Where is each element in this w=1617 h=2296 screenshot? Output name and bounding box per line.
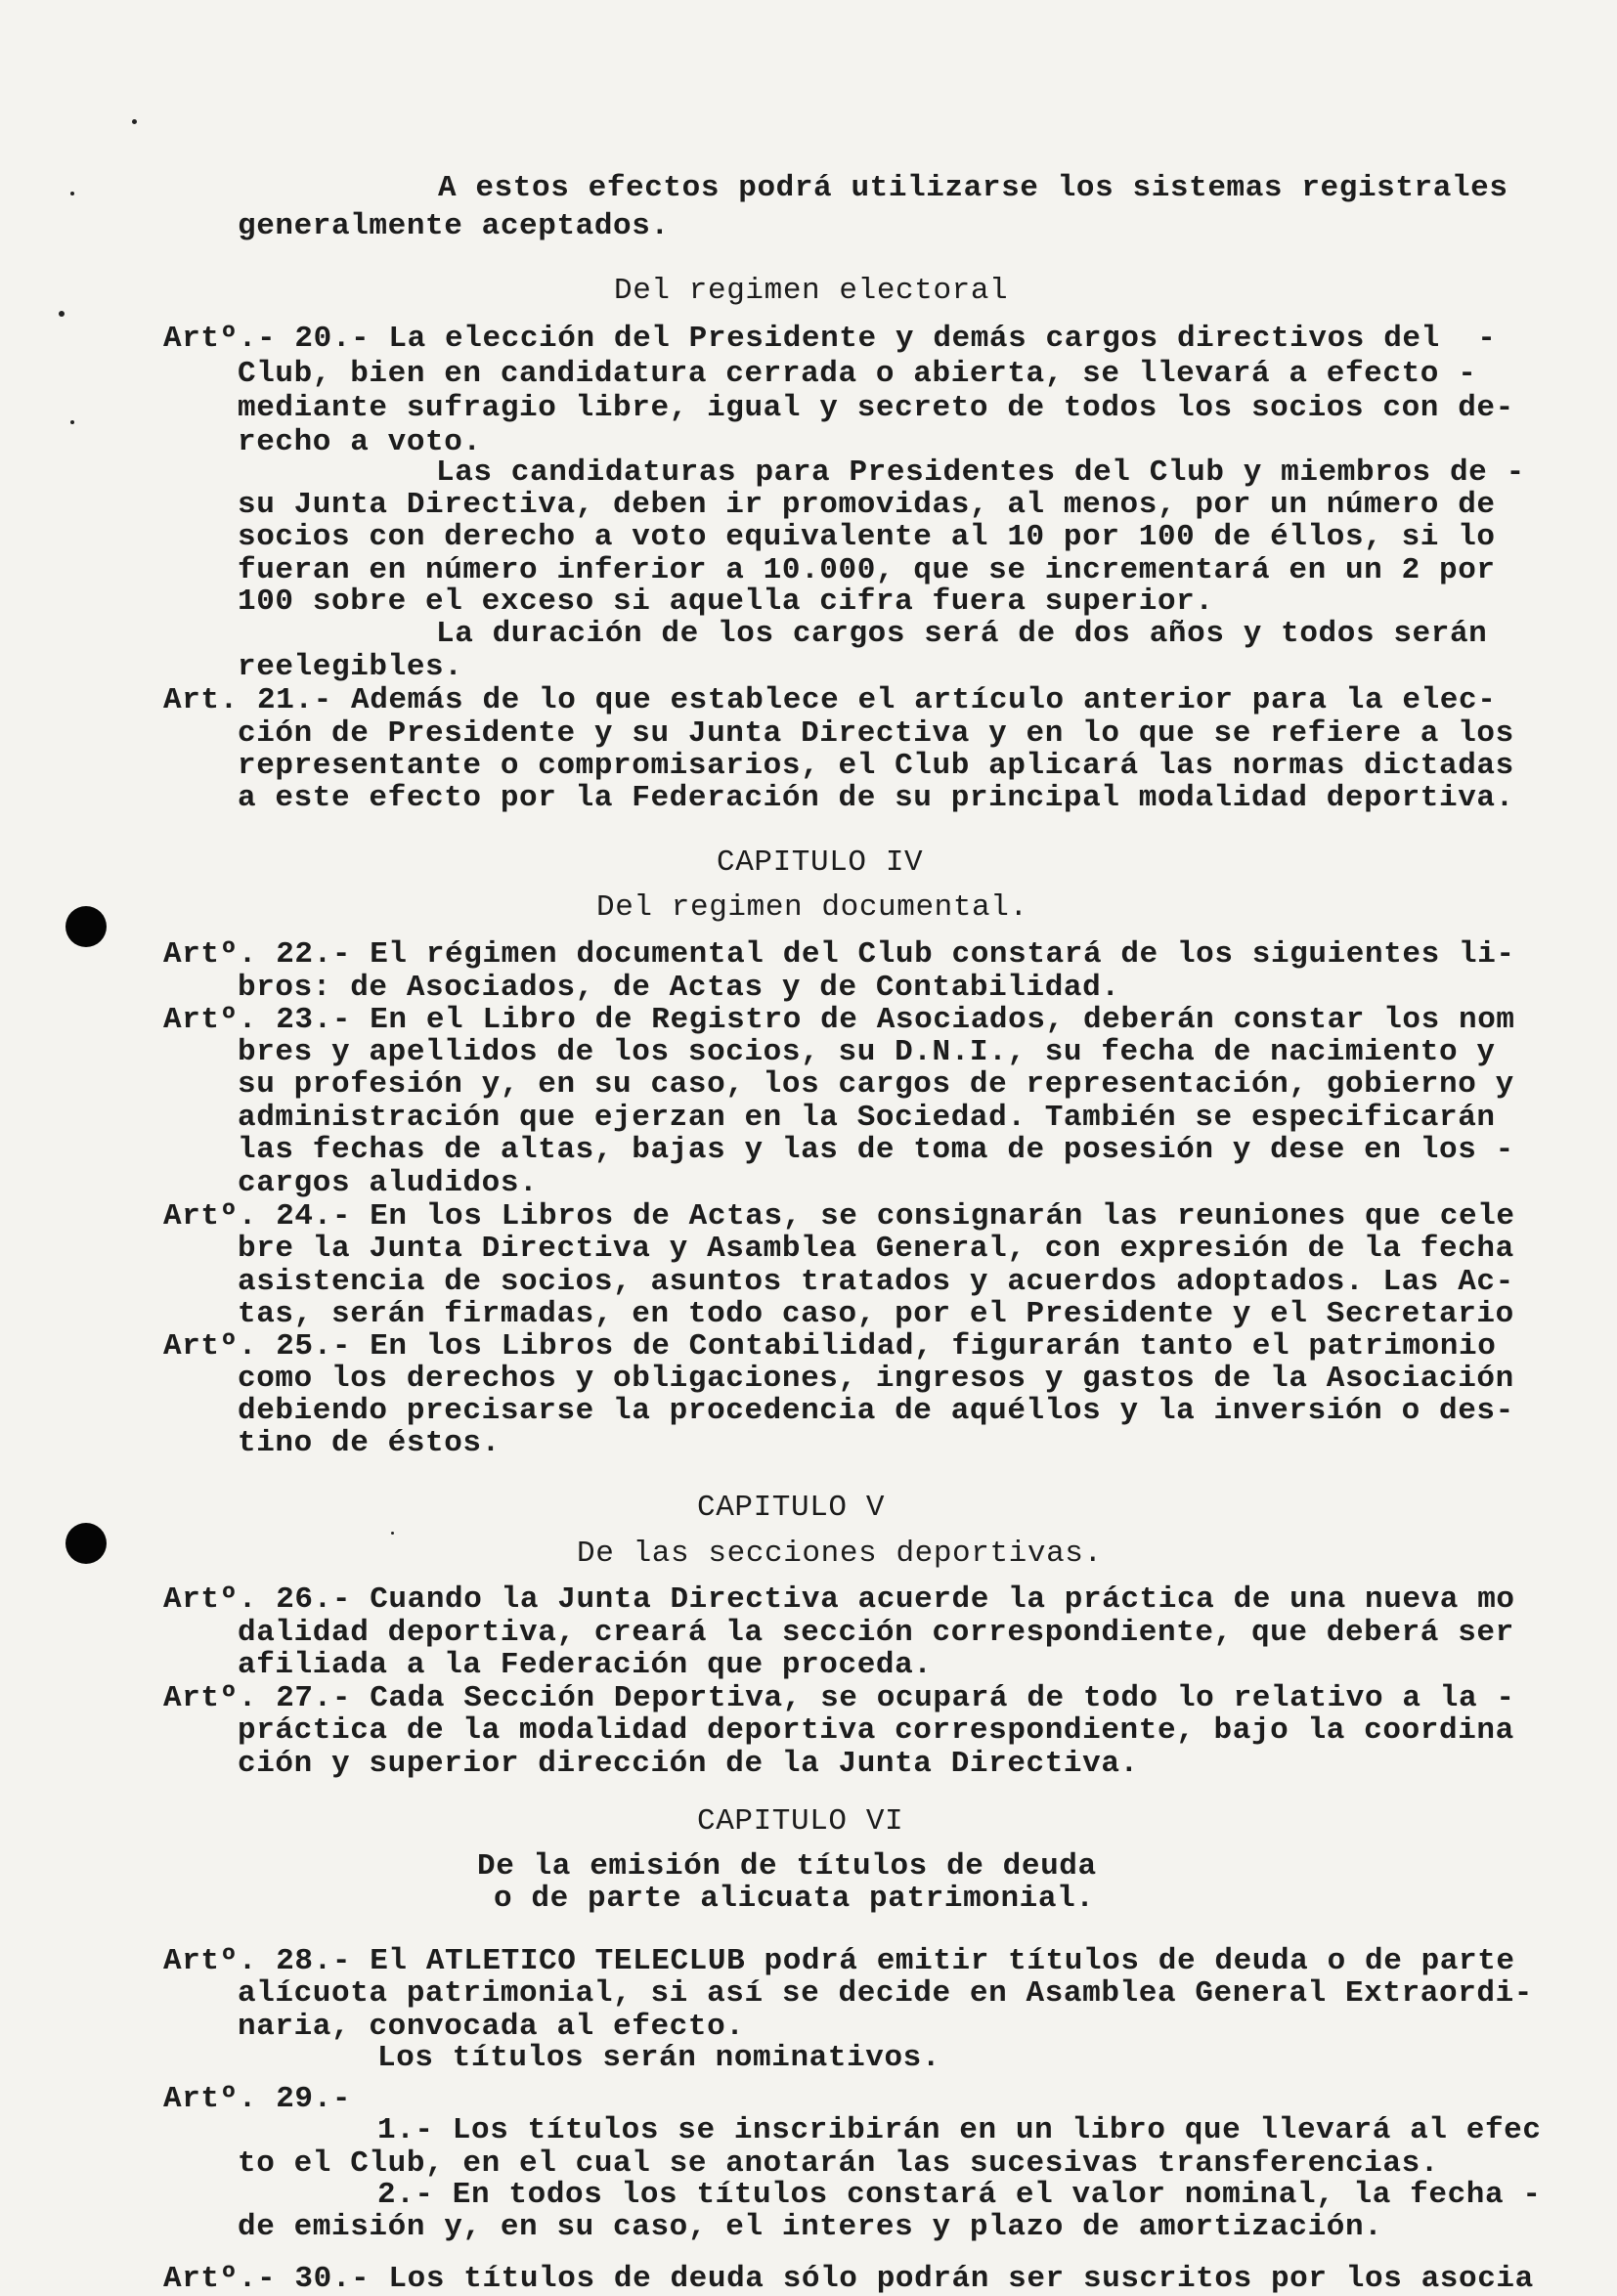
art25-line: debiendo precisarse la procedencia de aquéllos y la inversión o des-	[238, 1394, 1514, 1428]
art26-line: afiliada a la Federación que proceda.	[238, 1648, 933, 1682]
art29-line: to el Club, en el cual se anotarán las sucesivas transferencias.	[238, 2146, 1439, 2181]
cap4-line: CAPITULO IV	[717, 845, 924, 880]
intro-line: A estos efectos podrá utilizarse los sistemas registrales	[438, 171, 1508, 205]
art23-line: cargos aludidos.	[238, 1166, 539, 1200]
ink-speck	[59, 311, 65, 317]
art21-line: Art. 21.- Además de lo que establece el artículo anterior para la elec-	[163, 683, 1497, 717]
art21-line: a este efecto por la Federación de su principal modalidad deportiva.	[238, 781, 1514, 815]
art28-line: Los títulos serán nominativos.	[377, 2041, 941, 2075]
ink-speck	[70, 420, 74, 424]
art29-line: Artº. 29.-	[163, 2082, 352, 2116]
art23-line: bres y apellidos de los socios, su D.N.I., su fecha de nacimiento y	[238, 1035, 1496, 1069]
art27-line: ción y superior dirección de la Junta Directiva.	[238, 1747, 1139, 1781]
art30-line: Artº.- 30.- Los títulos de deuda sólo podrán ser suscritos por los asocia	[163, 2262, 1534, 2296]
punch-hole-icon	[66, 906, 107, 947]
art23-line: administración que ejerzan en la Sociedad. También se especificarán	[238, 1101, 1496, 1135]
art20-line: Las candidaturas para Presidentes del Club y miembros de -	[436, 455, 1525, 490]
art22-line: bros: de Asociados, de Actas y de Contabilidad.	[238, 971, 1120, 1005]
art20-line: reelegibles.	[238, 650, 463, 684]
ink-speck	[391, 1532, 394, 1535]
art29-line: 2.- En todos los títulos constará el valor nominal, la fecha -	[377, 2178, 1542, 2212]
art24-line: asistencia de socios, asuntos tratados y acuerdos adoptados. Las Ac-	[238, 1265, 1514, 1299]
art24-line: bre la Junta Directiva y Asamblea General, con expresión de la fecha	[238, 1232, 1514, 1266]
art21-line: ción de Presidente y su Junta Directiva y en lo que se refiere a los	[238, 716, 1514, 751]
heading-emision-line: o de parte alicuata patrimonial.	[494, 1882, 1095, 1916]
heading-documental-line: Del regimen documental.	[596, 890, 1028, 925]
punch-hole-icon	[66, 1523, 107, 1564]
art25-line: tino de éstos.	[238, 1426, 501, 1460]
heading-emision-line: De la emisión de títulos de deuda	[477, 1849, 1097, 1884]
art25-line: Artº. 25.- En los Libros de Contabilidad, figurarán tanto el patrimonio	[163, 1329, 1497, 1364]
art20-line: mediante sufragio libre, igual y secreto de todos los socios con de-	[238, 391, 1514, 425]
art22-line: Artº. 22.- El régimen documental del Club constará de los siguientes li-	[163, 937, 1515, 972]
art23-line: Artº. 23.- En el Libro de Registro de Asociados, deberán constar los nom	[163, 1003, 1515, 1037]
ink-speck	[132, 119, 137, 124]
intro-line: generalmente aceptados.	[238, 209, 670, 243]
heading-secciones-line: De las secciones deportivas.	[577, 1537, 1103, 1571]
art27-line: Artº. 27.- Cada Sección Deportiva, se ocupará de todo lo relativo a la -	[163, 1681, 1515, 1715]
art21-line: representante o compromisarios, el Club aplicará las normas dictadas	[238, 749, 1514, 783]
art25-line: como los derechos y obligaciones, ingresos y gastos de la Asociación	[238, 1362, 1514, 1396]
art29-line: de emisión y, en su caso, el interes y plazo de amortización.	[238, 2210, 1383, 2244]
heading-electoral-line: Del regimen electoral	[614, 274, 1009, 308]
art20-line: socios con derecho a voto equivalente al 10 por 100 de éllos, si lo	[238, 520, 1496, 554]
art28-line: naria, convocada al efecto.	[238, 2010, 745, 2044]
art28-line: alícuota patrimonial, si así se decide en Asamblea General Extraordi-	[238, 1976, 1534, 2011]
ink-speck	[70, 192, 74, 195]
art20-line: Artº.- 20.- La elección del Presidente y demás cargos directivos del -	[163, 322, 1497, 356]
art23-line: su profesión y, en su caso, los cargos de representación, gobierno y	[238, 1067, 1514, 1102]
art28-line: Artº. 28.- El ATLETICO TELECLUB podrá emitir títulos de deuda o de parte	[163, 1944, 1515, 1978]
art26-line: Artº. 26.- Cuando la Junta Directiva acuerde la práctica de una nueva mo	[163, 1582, 1515, 1617]
art20-line: fueran en número inferior a 10.000, que se incrementará en un 2 por	[238, 553, 1496, 587]
art20-line: Club, bien en candidatura cerrada o abierta, se llevará a efecto -	[238, 357, 1477, 391]
art27-line: práctica de la modalidad deportiva correspondiente, bajo la coordina	[238, 1713, 1514, 1748]
art29-line: 1.- Los títulos se inscribirán en un libro que llevará al efec	[377, 2113, 1542, 2147]
cap6-line: CAPITULO VI	[697, 1804, 904, 1839]
art20-line: 100 sobre el exceso si aquella cifra fuera superior.	[238, 585, 1214, 619]
art20-line: su Junta Directiva, deben ir promovidas, al menos, por un número de	[238, 488, 1496, 522]
art26-line: dalidad deportiva, creará la sección correspondiente, que deberá ser	[238, 1616, 1514, 1650]
art24-line: tas, serán firmadas, en todo caso, por el Presidente y el Secretario	[238, 1297, 1514, 1331]
cap5-line: CAPITULO V	[697, 1491, 886, 1525]
art20-line: recho a voto.	[238, 425, 482, 459]
art24-line: Artº. 24.- En los Libros de Actas, se consignarán las reuniones que cele	[163, 1199, 1515, 1234]
art23-line: las fechas de altas, bajas y las de toma de posesión y dese en los -	[238, 1133, 1514, 1167]
art20-line: La duración de los cargos será de dos años y todos serán	[436, 617, 1488, 651]
